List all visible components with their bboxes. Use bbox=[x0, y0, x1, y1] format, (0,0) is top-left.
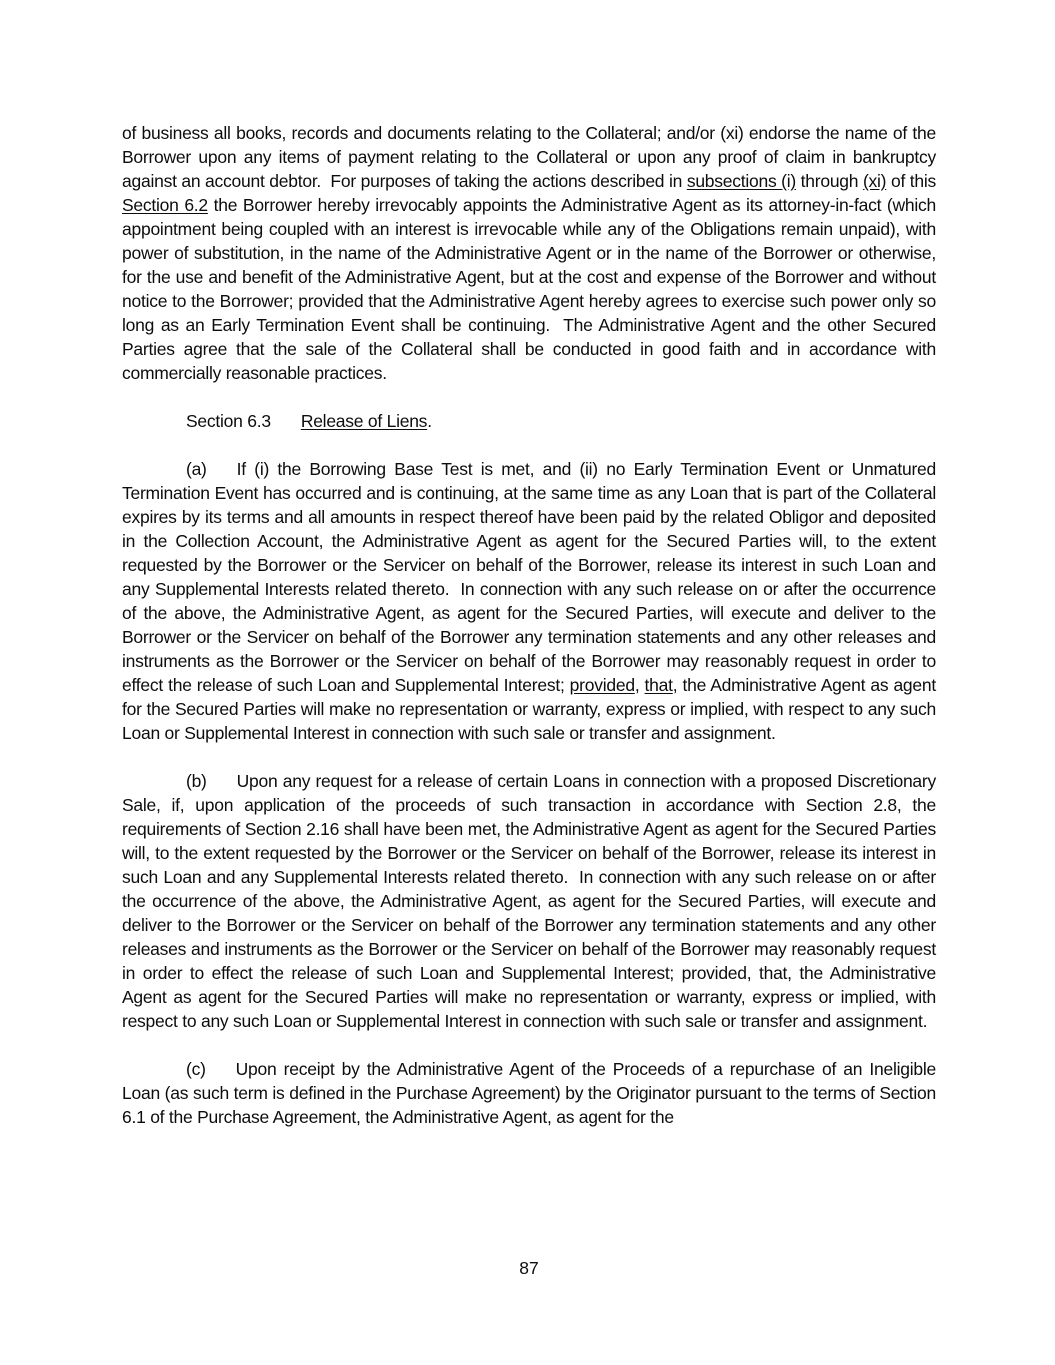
text-segment: , bbox=[634, 675, 645, 695]
text-segment: (c) bbox=[186, 1059, 206, 1079]
text-segment: the Borrower hereby irrevocably appoints the Administrative Agent as its attorney-in-fact (which appointment being coupled with an interest is irrevocable while any of the Obligations remain unpaid), with power of substitution, in the name of the Administrative Agent or in the name of the Borrower or otherwise, for the use and benefit of the Administrative Agent, but at the cost and expense of the Borrower and without notice to the Borrower; provided that the Administrative Agent hereby agrees to exercise such power only so long as an Early Termination Event shall be continuing. The Administrative Agent and the other Secured Parties agree that the sale of the Collateral shall be conducted in good faith and in accordance with commercially reasonable practices. bbox=[122, 195, 936, 383]
underlined-text: provided bbox=[569, 675, 635, 695]
paragraph-c bbox=[122, 1057, 936, 1129]
underlined-text: Release of Liens bbox=[300, 411, 428, 431]
page-body bbox=[122, 121, 936, 1153]
text-segment: Upon receipt by the Administrative Agent of the Proceeds of a repurchase of an Ineligible Loan (as such term is defined in the Purchase Agreement) by the Originator pursuant to the terms of Section 6.1 of the Purchase Agreement, the Administrative Agent, as agent for the bbox=[122, 1059, 936, 1127]
text-segment: Upon any request for a release of certain Loans in connection with a proposed Discretionary Sale, if, upon application of the proceeds of such transaction in accordance with Section 2.8, the requirements of Section 2.16 shall have been met, the Administrative Agent as agent for the Secured Parties will, to the extent requested by the Borrower or the Servicer on behalf of the Borrower, release its interest in such Loan and any Supplemental Interests related thereto. In connection with any such release on or after the occurrence of the above, the Administrative Agent, as agent for the Secured Parties, will execute and deliver to the Borrower or the Servicer on behalf of the Borrower any termination statements and any other releases and instruments as the Borrower or the Servicer on behalf of the Borrower may reasonably request in order to effect the release of such Loan and Supplemental Interest; provided, that, the Administrative Agent as agent for the Secured Parties will make no representation or warranty, express or implied, with respect to any such Loan or Supplemental Interest in connection with such sale or transfer and assignment. bbox=[122, 771, 936, 1031]
text-segment: . bbox=[427, 411, 432, 431]
text-segment: of this bbox=[886, 171, 936, 191]
text-segment: Section 6.3 bbox=[186, 411, 271, 431]
text-segment: (a) bbox=[186, 459, 207, 479]
underlined-text: (xi) bbox=[862, 171, 887, 191]
text-segment: , the Administrative Agent as agent for the Secured Parties will make no representation or warranty, express or implied, with respect to any such Loan or Supplemental Interest in connection with such sale or transfer and assignment. bbox=[122, 675, 936, 743]
text-segment: of business all books, records and documents relating to the Collateral; and/or (xi) endorse the name of the Borrower upon any items of payment relating to the Collateral or upon any proof of claim in bankruptcy against an account debtor. For purposes of taking the actions described in bbox=[122, 123, 936, 191]
paragraph-a bbox=[122, 457, 936, 745]
section-6-3-heading bbox=[122, 409, 936, 433]
page-number: 87 bbox=[519, 1258, 539, 1278]
underlined-text: subsections (i) bbox=[686, 171, 796, 191]
text-segment: through bbox=[795, 171, 863, 191]
underlined-text: Section 6.2 bbox=[122, 195, 208, 215]
paragraph-continuation bbox=[122, 121, 936, 385]
underlined-text: that bbox=[644, 675, 673, 695]
paragraph-b bbox=[122, 769, 936, 1033]
text-segment: (b) bbox=[186, 771, 207, 791]
text-segment: If (i) the Borrowing Base Test is met, and (ii) no Early Termination Event or Unmatured Termination Event has occurred and is continuing, at the same time as any Loan that is part of the Collateral expires by its terms and all amounts in respect thereof have been paid by the related Obligor and deposited in the Collection Account, the Administrative Agent as agent for the Secured Parties will, to the extent requested by the Borrower or the Servicer on behalf of the Borrower, release its interest in such Loan and any Supplemental Interests related thereto. In connection with any such release on or after the occurrence of the above, the Administrative Agent, as agent for the Secured Parties, will execute and deliver to the Borrower or the Servicer on behalf of the Borrower any termination statements and any other releases and instruments as the Borrower or the Servicer on behalf of the Borrower may reasonably request in order to effect the release of such Loan and Supplemental Interest; bbox=[122, 459, 936, 695]
